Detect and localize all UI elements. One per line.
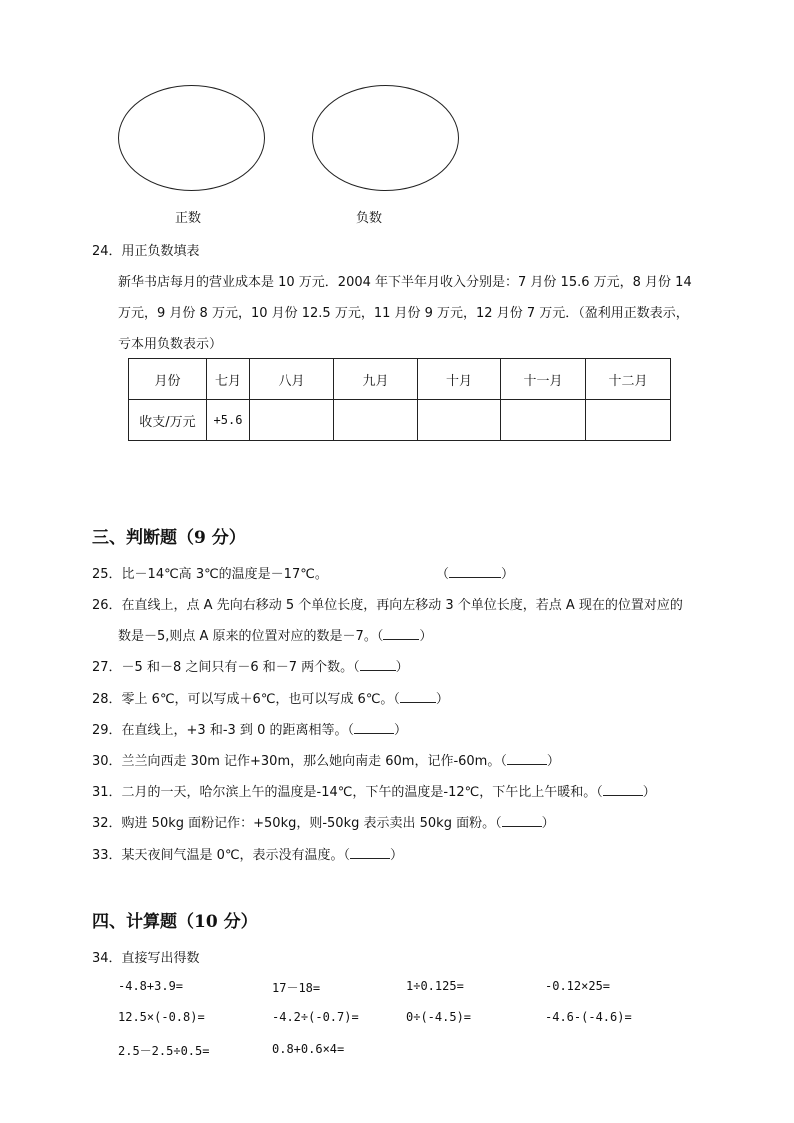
table-answer-cell[interactable] <box>334 400 418 441</box>
q32-text: 32．购进 50kg 面粉记作：+50kg，则-50kg 表示卖出 50kg 面粉。（ <box>92 816 502 831</box>
q26-line2 <box>118 625 432 644</box>
close-paren: ） <box>642 785 656 800</box>
q33 <box>92 844 403 863</box>
q24-title: 24．用正负数填表 <box>92 244 200 259</box>
q27-text: 27．－5 和－8 之间只有－6 和－7 两个数。（ <box>92 660 360 675</box>
calc-item: -4.6-(-4.6)= <box>545 1010 632 1024</box>
table-answer-cell[interactable] <box>418 400 501 441</box>
q26-text: 数是－5,则点 A 原来的位置对应的数是－7。（ <box>118 629 384 644</box>
negative-number-ellipse <box>312 85 459 191</box>
q32 <box>92 812 555 831</box>
income-table <box>128 358 671 441</box>
close-paren: ） <box>390 848 404 863</box>
answer-blank[interactable] <box>449 565 501 578</box>
answer-blank[interactable] <box>360 658 396 671</box>
q28 <box>92 688 449 707</box>
section3-heading: 三、判断题（9 分） <box>92 528 246 548</box>
calc-item: 0÷(-4.5)= <box>406 1010 472 1024</box>
q24-line2: 万元，9 月份 8 万元，10 月份 12.5 万元，11 月份 9 万元，12 月份 7 万元．（盈利用正数表示， <box>118 306 689 321</box>
calc-item: 12.5×(-0.8)= <box>118 1010 205 1024</box>
close-paren: ） <box>419 629 433 644</box>
close-paren: ） <box>395 660 409 675</box>
q29-text: 29．在直线上，+3 和-3 到 0 的距离相等。（ <box>92 723 354 738</box>
table-cell: 收支/万元 <box>129 400 207 441</box>
table-answer-cell[interactable] <box>501 400 586 441</box>
answer-blank[interactable] <box>502 814 542 827</box>
calc-item: -4.2÷(-0.7)= <box>272 1010 359 1024</box>
answer-blank[interactable] <box>400 690 436 703</box>
calc-item: 17－18= <box>272 981 321 995</box>
positive-label: 正数 <box>175 211 202 226</box>
positive-number-ellipse <box>118 85 265 191</box>
calc-item: -4.8+3.9= <box>118 979 184 993</box>
q34-title: 34．直接写出得数 <box>92 951 200 966</box>
q24-line1: 新华书店每月的营业成本是 10 万元．2004 年下半年月收入分别是：7 月份 15.6 万元，8 月份 14 <box>118 275 692 290</box>
q29 <box>92 719 407 738</box>
q25-answer[interactable] <box>436 563 514 582</box>
close-paren: ） <box>501 567 515 582</box>
calc-item: 2.5－2.5÷0.5= <box>118 1044 210 1058</box>
calc-item: 1÷0.125= <box>406 979 464 993</box>
table-cell: +5.6 <box>207 400 250 441</box>
table-cell: 九月 <box>334 359 418 400</box>
table-answer-cell[interactable] <box>586 400 671 441</box>
q30 <box>92 750 560 769</box>
q25 <box>92 563 328 582</box>
table-cell: 十月 <box>418 359 501 400</box>
answer-blank[interactable] <box>354 721 394 734</box>
table-row <box>129 400 671 441</box>
q24-line3: 亏本用负数表示） <box>118 337 223 352</box>
table-cell: 十二月 <box>586 359 671 400</box>
negative-label: 负数 <box>356 211 383 226</box>
table-cell: 七月 <box>207 359 250 400</box>
answer-blank[interactable] <box>603 783 643 796</box>
answer-blank[interactable] <box>350 846 390 859</box>
calc-item: -0.12×25= <box>545 979 611 993</box>
close-paren: ） <box>393 723 407 738</box>
q30-text: 30．兰兰向西走 30m 记作+30m，那么她向南走 60m，记作-60m。（ <box>92 754 507 769</box>
q31-text: 31．二月的一天，哈尔滨上午的温度是-14℃，下午的温度是-12℃，下午比上午暖和。（ <box>92 785 603 800</box>
q28-text: 28．零上 6℃，可以写成＋6℃，也可以写成 6℃。（ <box>92 692 400 707</box>
table-answer-cell[interactable] <box>250 400 334 441</box>
table-cell: 十一月 <box>501 359 586 400</box>
q31 <box>92 781 656 800</box>
section4-heading: 四、计算题（10 分） <box>92 912 258 932</box>
answer-blank[interactable] <box>383 627 419 640</box>
q33-text: 33．某天夜间气温是 0℃，表示没有温度。（ <box>92 848 351 863</box>
table-cell: 月份 <box>129 359 207 400</box>
table-cell: 八月 <box>250 359 334 400</box>
q25-text: 25．比－14℃高 3℃的温度是－17℃。 <box>92 567 328 582</box>
q26-line1: 26．在直线上，点 A 先向右移动 5 个单位长度，再向左移动 3 个单位长度，若点 A 现在的位置对应的 <box>92 598 683 613</box>
calc-item: 0.8+0.6×4= <box>272 1042 345 1056</box>
answer-blank[interactable] <box>507 752 547 765</box>
close-paren: ） <box>435 692 449 707</box>
open-paren: （ <box>436 567 450 582</box>
close-paren: ） <box>541 816 555 831</box>
table-header-row <box>129 359 671 400</box>
q27 <box>92 656 409 675</box>
close-paren: ） <box>546 754 560 769</box>
